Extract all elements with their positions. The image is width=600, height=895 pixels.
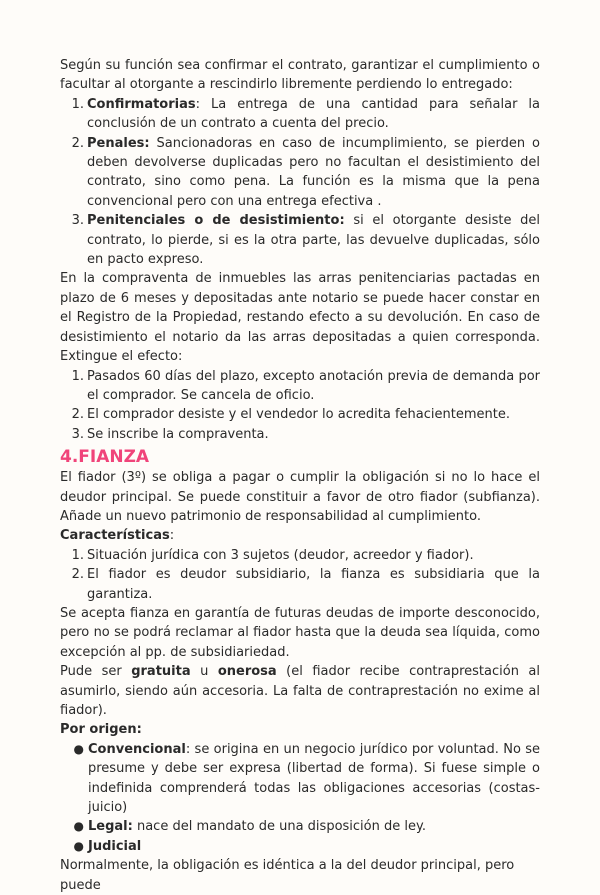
term-bold: Penitenciales o de desistimiento: <box>87 213 345 229</box>
list-number: 1. <box>71 368 84 384</box>
list-number: 1. <box>71 547 84 563</box>
bullet-icon: ● <box>73 838 84 853</box>
item-text: El comprador desiste y el vendedor lo acredita fehacientemente. <box>87 407 510 423</box>
arras-type-item <box>60 211 540 269</box>
list-number: 3. <box>71 213 84 229</box>
item-text: si el otorgante desiste del contrato, lo pierde, si es la otra parte, las devuelve duplicadas, sólo en pacto expreso. <box>87 213 540 268</box>
list-item <box>60 425 540 444</box>
list-item <box>60 546 540 565</box>
term-bold: Penales: <box>87 135 150 151</box>
bullet-icon: ● <box>73 819 84 834</box>
arras-type-item <box>60 134 540 212</box>
term-gratuita: gratuita <box>131 664 191 680</box>
bullet-icon: ● <box>73 741 84 756</box>
arras-types-list <box>60 95 540 270</box>
list-number: 1. <box>71 96 84 112</box>
term-separator: : <box>195 96 201 112</box>
list-item <box>60 740 540 818</box>
list-number: 3. <box>71 426 84 442</box>
origin-label: Por origen: <box>60 722 142 738</box>
onerosity-text: (el fiador recibe contraprestación al asumirlo, siendo aún accesoria. La falta de contraprestación no exime al fiador). <box>60 664 540 718</box>
list-item <box>60 837 540 856</box>
item-text: La entrega de una cantidad para señalar la conclusión de un contrato a cuenta del precio. <box>87 96 540 132</box>
term-bold: Legal: <box>88 819 133 835</box>
characteristics-heading <box>60 526 540 545</box>
onerosity-connector: u <box>190 664 218 680</box>
arras-type-item <box>60 95 540 134</box>
term-bold: Convencional <box>88 741 186 757</box>
list-number: 2. <box>71 135 84 151</box>
characteristics-colon: : <box>169 528 175 544</box>
term-bold: Judicial <box>88 838 142 854</box>
onerosity-paragraph <box>60 662 540 720</box>
item-text: nace del mandato de una disposición de ley. <box>132 819 426 835</box>
characteristics-label: Características <box>60 528 170 544</box>
arras-intro: Según su función sea confirmar el contrato, garantizar el cumplimiento o facultar al otorgante a rescindirlo libremente perdiendo lo entregado: <box>60 58 540 93</box>
item-text: : se origina en un negocio jurídico por voluntad. No se presume y debe ser expresa (libertad de forma). Si fuese simple o indefinida comprenderá todas las obligaciones accesorias (costas-juicio) <box>88 741 540 816</box>
item-text: Pasados 60 días del plazo, excepto anotación previa de demanda por el comprador. Se cancela de oficio. <box>87 368 540 403</box>
list-item <box>60 405 540 424</box>
term-bold: Confirmatorias <box>87 96 196 112</box>
list-item <box>60 367 540 406</box>
item-text: Se inscribe la compraventa. <box>87 426 269 442</box>
origin-list <box>60 740 540 856</box>
onerosity-prefix: Pude ser <box>60 664 132 680</box>
future-debts-paragraph: Se acepta fianza en garantía de futuras deudas de importe desconocido, pero no se podrá reclamar al fiador hasta que la deuda sea líquida, como excepción al pp. de subsidiariedad. <box>60 605 540 660</box>
list-item <box>60 817 540 836</box>
compraventa-paragraph: En la compraventa de inmuebles las arras penitenciarias pactadas en plazo de 6 meses y depositadas ante notario se puede hacer constar en el Registro de la Propiedad, restando efecto a su devolución. En caso de desistimiento el notario da las arras depositadas a quien corresponda. Extingue el efecto: <box>60 271 540 365</box>
section-title-fianza: 4.FIANZA <box>60 447 150 468</box>
list-number: 2. <box>71 407 84 423</box>
origin-heading <box>60 720 540 739</box>
item-text: Sancionadoras en caso de incumplimiento, se pierden o deben devolverse duplicadas pero no facultan el desistimiento del contrato, sino como pena. La función es la misma que la pena convencional pero con una entrega efectiva . <box>87 135 540 209</box>
term-onerosa: onerosa <box>217 664 277 680</box>
characteristics-list <box>60 546 540 604</box>
list-number: 2. <box>71 567 84 583</box>
list-item <box>60 565 540 604</box>
item-text: Situación jurídica con 3 sujetos (deudor, acreedor y fiador). <box>87 547 474 563</box>
extinction-list <box>60 367 540 445</box>
closing-paragraph: Normalmente, la obligación es idéntica a la del deudor principal, pero puede <box>60 858 515 893</box>
fianza-definition: El fiador (3º) se obliga a pagar o cumplir la obligación si no lo hace el deudor principal. Se puede constituir a favor de otro fiador (subfianza). Añade un nuevo patrimonio de responsabilidad al cumplimiento. <box>60 470 540 524</box>
item-text: El fiador es deudor subsidiario, la fianza es subsidiaria que la garantiza. <box>87 567 540 602</box>
